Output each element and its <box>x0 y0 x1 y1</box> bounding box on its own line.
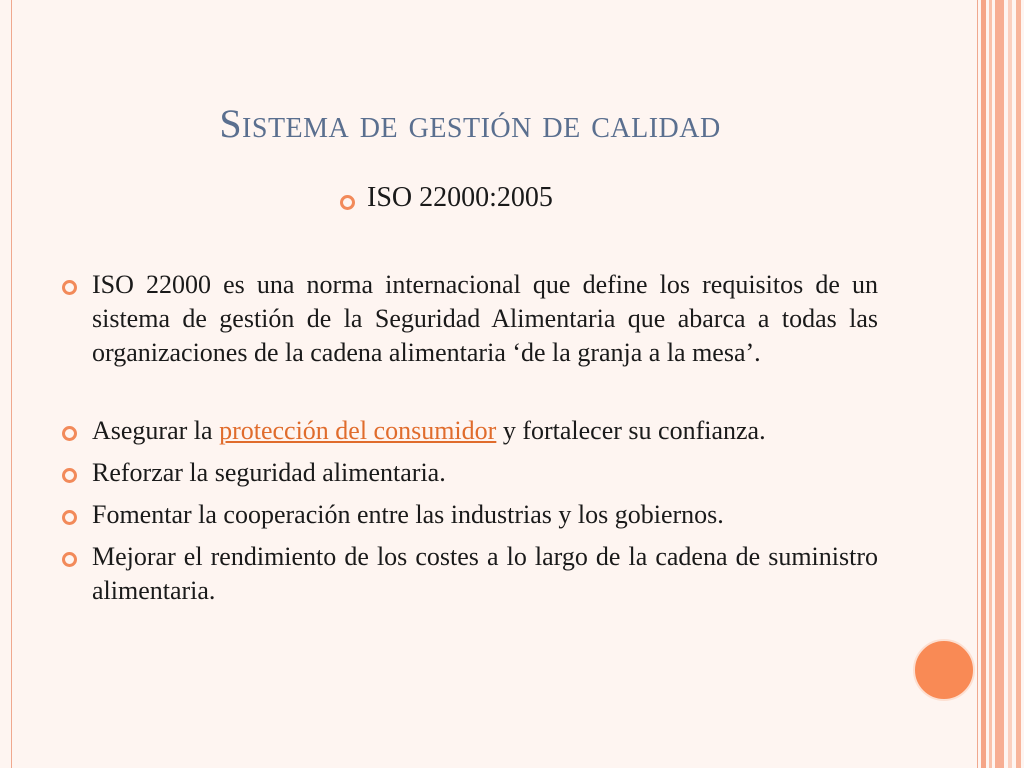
bullet-item-goal-1 <box>60 414 878 448</box>
goal-3-text: Fomentar la cooperación entre las industrias y los gobiernos. <box>92 500 724 529</box>
subtitle-item <box>340 182 553 214</box>
decorative-stripe <box>989 0 992 768</box>
bullet-icon <box>62 468 77 483</box>
bullet-item-goal-4 <box>60 540 878 608</box>
decorative-stripe <box>995 0 1004 768</box>
subtitle-text: ISO 22000:2005 <box>367 182 553 213</box>
goal-2-text: Reforzar la seguridad alimentaria. <box>92 458 446 487</box>
definition-text: ISO 22000 es una norma internacional que define los requisitos de un sistema de gestión de la Seguridad Alimentaria que abarca a todas las organizaciones de la cadena alimentaria ‘de la granja a la mesa’. <box>92 270 878 367</box>
bullet-item-goal-3 <box>60 498 878 532</box>
bullet-icon <box>340 195 355 210</box>
bullet-icon <box>62 510 77 525</box>
bullet-icon <box>62 280 77 295</box>
goal-4-text: Mejorar el rendimiento de los costes a lo largo de la cadena de suministro alimentaria. <box>92 542 878 605</box>
slide-title: Sistema de gestión de calidad <box>219 101 721 146</box>
consumer-protection-link[interactable]: protección del consumidor <box>219 416 497 445</box>
decorative-stripe <box>1016 0 1021 768</box>
goal-1-suffix: y fortalecer su confianza. <box>496 416 766 445</box>
decorative-stripe <box>1008 0 1012 768</box>
bullet-icon <box>62 426 77 441</box>
slide-body <box>60 268 878 608</box>
goal-1-prefix: Asegurar la <box>92 416 220 445</box>
bullet-icon <box>62 552 77 567</box>
decorative-stripe <box>981 0 986 768</box>
bullet-item-goal-2 <box>60 456 878 490</box>
bullet-item-definition <box>60 268 878 370</box>
decorative-circle <box>913 639 975 701</box>
